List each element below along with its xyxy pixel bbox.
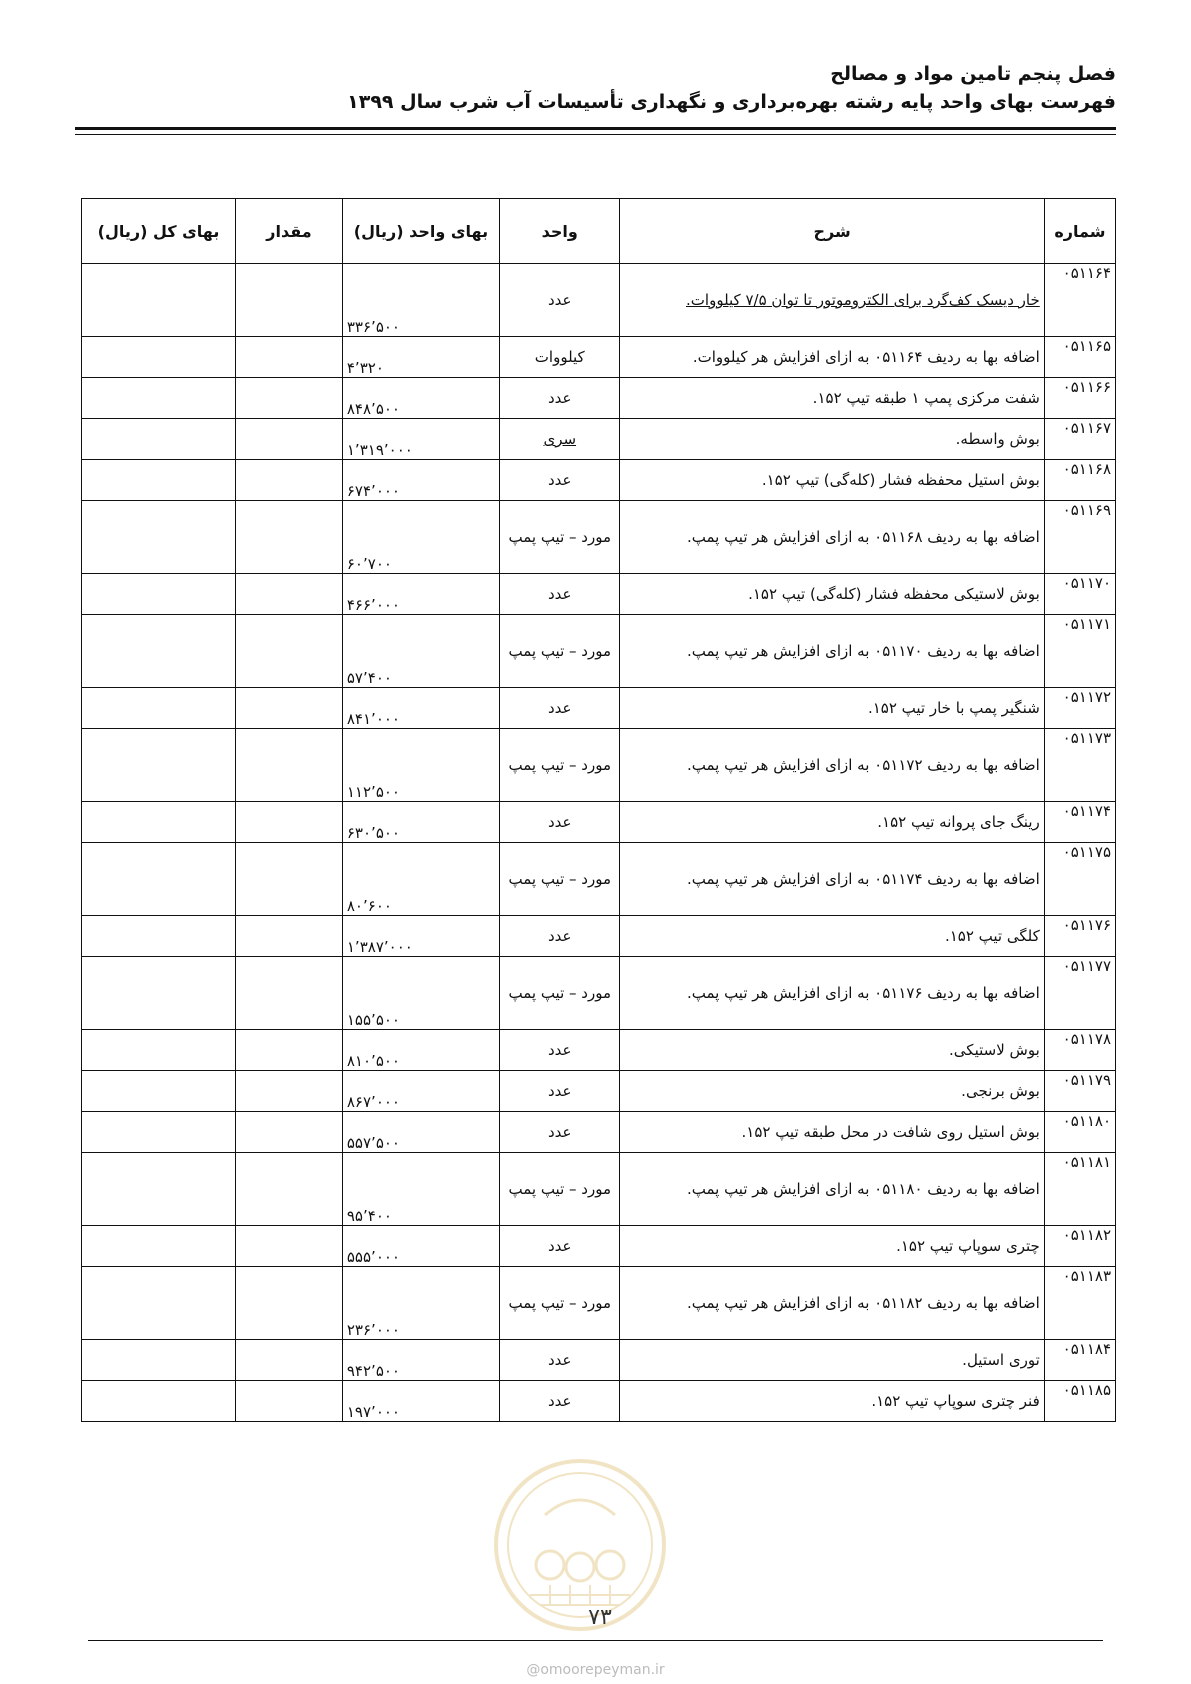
row-quantity (236, 378, 343, 419)
row-unit-price: ۸۱۰٬۵۰۰ (342, 1030, 499, 1071)
row-unit: مورد – تیپ پمپ (500, 501, 620, 574)
row-unit-price: ۱٬۳۱۹٬۰۰۰ (342, 419, 499, 460)
row-total-price (82, 802, 236, 843)
row-unit-price: ۹۵٬۴۰۰ (342, 1153, 499, 1226)
row-number: ۰۵۱۱۷۵ (1044, 843, 1115, 916)
row-unit: مورد – تیپ پمپ (500, 1153, 620, 1226)
row-total-price (82, 1030, 236, 1071)
header-unit-price: بهای واحد (ریال) (342, 199, 499, 264)
row-unit: کیلووات (500, 337, 620, 378)
row-number: ۰۵۱۱۷۶ (1044, 916, 1115, 957)
table-row (82, 802, 1116, 843)
chapter-title: فصل پنجم تامین مواد و مصالح (830, 63, 1116, 85)
row-number: ۰۵۱۱۷۴ (1044, 802, 1115, 843)
header-rule-thin (75, 134, 1116, 135)
row-unit-price: ۸۴۸٬۵۰۰ (342, 378, 499, 419)
table-row (82, 1381, 1116, 1422)
row-unit-price: ۶۳۰٬۵۰۰ (342, 802, 499, 843)
row-total-price (82, 460, 236, 501)
row-number: ۰۵۱۱۸۴ (1044, 1340, 1115, 1381)
header-unit: واحد (500, 199, 620, 264)
row-unit: عدد (500, 1071, 620, 1112)
row-number: ۰۵۱۱۶۹ (1044, 501, 1115, 574)
row-total-price (82, 843, 236, 916)
row-description: چتری سوپاپ تیپ ۱۵۲. (620, 1226, 1044, 1267)
row-number: ۰۵۱۱۸۳ (1044, 1267, 1115, 1340)
row-unit-price: ۱۱۲٬۵۰۰ (342, 729, 499, 802)
row-total-price (82, 916, 236, 957)
row-description: شفت مرکزی پمپ ۱ طبقه تیپ ۱۵۲. (620, 378, 1044, 419)
row-number: ۰۵۱۱۸۱ (1044, 1153, 1115, 1226)
row-description: اضافه بها به ردیف ۰۵۱۱۷۴ به ازای افزایش هر تیپ پمپ. (620, 843, 1044, 916)
row-number: ۰۵۱۱۷۳ (1044, 729, 1115, 802)
row-quantity (236, 264, 343, 337)
table-row (82, 264, 1116, 337)
row-number: ۰۵۱۱۶۶ (1044, 378, 1115, 419)
row-number: ۰۵۱۱۷۲ (1044, 688, 1115, 729)
row-unit: مورد – تیپ پمپ (500, 615, 620, 688)
row-unit-price: ۱۵۵٬۵۰۰ (342, 957, 499, 1030)
row-unit-price: ۵۵۷٬۵۰۰ (342, 1112, 499, 1153)
row-description: بوش واسطه. (620, 419, 1044, 460)
row-number: ۰۵۱۱۶۷ (1044, 419, 1115, 460)
row-description: اضافه بها به ردیف ۰۵۱۱۷۶ به ازای افزایش هر تیپ پمپ. (620, 957, 1044, 1030)
row-quantity (236, 916, 343, 957)
row-unit: مورد – تیپ پمپ (500, 957, 620, 1030)
table-row (82, 378, 1116, 419)
row-description: بوش لاستیکی. (620, 1030, 1044, 1071)
row-quantity (236, 1340, 343, 1381)
table-row (82, 460, 1116, 501)
row-description: اضافه بها به ردیف ۰۵۱۱۶۸ به ازای افزایش هر تیپ پمپ. (620, 501, 1044, 574)
row-description: بوش استیل روی شافت در محل طبقه تیپ ۱۵۲. (620, 1112, 1044, 1153)
row-number: ۰۵۱۱۷۸ (1044, 1030, 1115, 1071)
row-unit: عدد (500, 1030, 620, 1071)
table-row (82, 957, 1116, 1030)
row-quantity (236, 1381, 343, 1422)
row-unit: عدد (500, 916, 620, 957)
row-unit: عدد (500, 1112, 620, 1153)
row-total-price (82, 1340, 236, 1381)
table-row (82, 729, 1116, 802)
table-row (82, 574, 1116, 615)
row-unit-price: ۸۰٬۶۰۰ (342, 843, 499, 916)
row-number: ۰۵۱۱۷۱ (1044, 615, 1115, 688)
row-description: خار دیسک کف‌گرد برای الکتروموتور تا توان ۷/۵ کیلووات. (620, 264, 1044, 337)
row-description: بوش استیل محفظه فشار (کله‌گی) تیپ ۱۵۲. (620, 460, 1044, 501)
row-unit: سری (500, 419, 620, 460)
row-unit: عدد (500, 378, 620, 419)
row-unit: عدد (500, 574, 620, 615)
row-total-price (82, 419, 236, 460)
row-unit: عدد (500, 264, 620, 337)
row-description: اضافه بها به ردیف ۰۵۱۱۸۲ به ازای افزایش هر تیپ پمپ. (620, 1267, 1044, 1340)
header-quantity: مقدار (236, 199, 343, 264)
footer-site: @omoorepeyman.ir (526, 1662, 665, 1678)
row-unit-price: ۸۶۷٬۰۰۰ (342, 1071, 499, 1112)
row-number: ۰۵۱۱۷۹ (1044, 1071, 1115, 1112)
row-quantity (236, 843, 343, 916)
row-unit: عدد (500, 1340, 620, 1381)
row-unit: عدد (500, 1226, 620, 1267)
row-description: توری استیل. (620, 1340, 1044, 1381)
row-quantity (236, 574, 343, 615)
footer-rule (88, 1640, 1103, 1641)
row-unit: عدد (500, 1381, 620, 1422)
row-unit-price: ۵۷٬۴۰۰ (342, 615, 499, 688)
table-row (82, 1071, 1116, 1112)
row-quantity (236, 1112, 343, 1153)
row-description: بوش برنجی. (620, 1071, 1044, 1112)
row-unit-price: ۳۳۶٬۵۰۰ (342, 264, 499, 337)
table-header-row (82, 199, 1116, 264)
row-number: ۰۵۱۱۶۸ (1044, 460, 1115, 501)
row-quantity (236, 802, 343, 843)
row-unit: مورد – تیپ پمپ (500, 1267, 620, 1340)
row-unit-price: ۹۴۲٬۵۰۰ (342, 1340, 499, 1381)
row-unit-price: ۲۳۶٬۰۰۰ (342, 1267, 499, 1340)
header-number: شماره (1044, 199, 1115, 264)
row-unit-price: ۵۵۵٬۰۰۰ (342, 1226, 499, 1267)
row-unit: عدد (500, 802, 620, 843)
table-row (82, 843, 1116, 916)
row-unit-price: ۱۹۷٬۰۰۰ (342, 1381, 499, 1422)
row-total-price (82, 501, 236, 574)
row-unit: عدد (500, 688, 620, 729)
row-quantity (236, 337, 343, 378)
row-total-price (82, 264, 236, 337)
row-unit-price: ۴٬۳۲۰ (342, 337, 499, 378)
row-total-price (82, 1071, 236, 1112)
table-body (82, 264, 1116, 1422)
row-number: ۰۵۱۱۸۰ (1044, 1112, 1115, 1153)
row-total-price (82, 957, 236, 1030)
row-description: کلگی تیپ ۱۵۲. (620, 916, 1044, 957)
row-unit-price: ۶۰٬۷۰۰ (342, 501, 499, 574)
row-total-price (82, 1381, 236, 1422)
row-description: فنر چتری سوپاپ تیپ ۱۵۲. (620, 1381, 1044, 1422)
document-subtitle: فهرست بهای واحد پایه رشته بهره‌برداری و نگهداری تأسیسات آب شرب سال ۱۳۹۹ (347, 91, 1116, 113)
table-row (82, 1153, 1116, 1226)
row-quantity (236, 1030, 343, 1071)
row-unit-price: ۸۴۱٬۰۰۰ (342, 688, 499, 729)
table-row (82, 1226, 1116, 1267)
row-quantity (236, 460, 343, 501)
table-row (82, 1340, 1116, 1381)
table-row (82, 1030, 1116, 1071)
price-table (81, 198, 1116, 1422)
row-unit-price: ۱٬۳۸۷٬۰۰۰ (342, 916, 499, 957)
row-total-price (82, 1267, 236, 1340)
table-row (82, 501, 1116, 574)
row-number: ۰۵۱۱۷۰ (1044, 574, 1115, 615)
row-description: شنگیر پمپ با خار تیپ ۱۵۲. (620, 688, 1044, 729)
row-quantity (236, 1226, 343, 1267)
row-description: اضافه بها به ردیف ۰۵۱۱۸۰ به ازای افزایش هر تیپ پمپ. (620, 1153, 1044, 1226)
row-total-price (82, 574, 236, 615)
row-total-price (82, 337, 236, 378)
table-row (82, 1267, 1116, 1340)
row-quantity (236, 688, 343, 729)
row-quantity (236, 615, 343, 688)
row-total-price (82, 378, 236, 419)
row-description: اضافه بها به ردیف ۰۵۱۱۷۰ به ازای افزایش هر تیپ پمپ. (620, 615, 1044, 688)
table-row (82, 337, 1116, 378)
row-unit-price: ۴۶۶٬۰۰۰ (342, 574, 499, 615)
row-description: رینگ جای پروانه تیپ ۱۵۲. (620, 802, 1044, 843)
row-unit-price: ۶۷۴٬۰۰۰ (342, 460, 499, 501)
row-number: ۰۵۱۱۶۵ (1044, 337, 1115, 378)
header-description: شرح (620, 199, 1044, 264)
row-total-price (82, 688, 236, 729)
page-number: ۷۳ (588, 1605, 612, 1630)
row-description: اضافه بها به ردیف ۰۵۱۱۷۲ به ازای افزایش هر تیپ پمپ. (620, 729, 1044, 802)
row-unit: مورد – تیپ پمپ (500, 843, 620, 916)
row-total-price (82, 729, 236, 802)
row-unit: مورد – تیپ پمپ (500, 729, 620, 802)
header-total-price: بهای کل (ریال) (82, 199, 236, 264)
table-row (82, 1112, 1116, 1153)
row-total-price (82, 1112, 236, 1153)
table-row (82, 419, 1116, 460)
table-row (82, 688, 1116, 729)
row-quantity (236, 1267, 343, 1340)
row-quantity (236, 501, 343, 574)
row-number: ۰۵۱۱۶۴ (1044, 264, 1115, 337)
row-number: ۰۵۱۱۷۷ (1044, 957, 1115, 1030)
row-quantity (236, 1153, 343, 1226)
row-total-price (82, 1153, 236, 1226)
row-description: بوش لاستیکی محفظه فشار (کله‌گی) تیپ ۱۵۲. (620, 574, 1044, 615)
row-number: ۰۵۱۱۸۵ (1044, 1381, 1115, 1422)
row-total-price (82, 1226, 236, 1267)
row-total-price (82, 615, 236, 688)
row-quantity (236, 957, 343, 1030)
row-unit: عدد (500, 460, 620, 501)
row-description: اضافه بها به ردیف ۰۵۱۱۶۴ به ازای افزایش هر کیلووات. (620, 337, 1044, 378)
row-quantity (236, 419, 343, 460)
row-number: ۰۵۱۱۸۲ (1044, 1226, 1115, 1267)
page-header (75, 60, 1116, 116)
row-quantity (236, 729, 343, 802)
row-quantity (236, 1071, 343, 1112)
table-row (82, 916, 1116, 957)
table-row (82, 615, 1116, 688)
header-rule-thick (75, 127, 1116, 130)
